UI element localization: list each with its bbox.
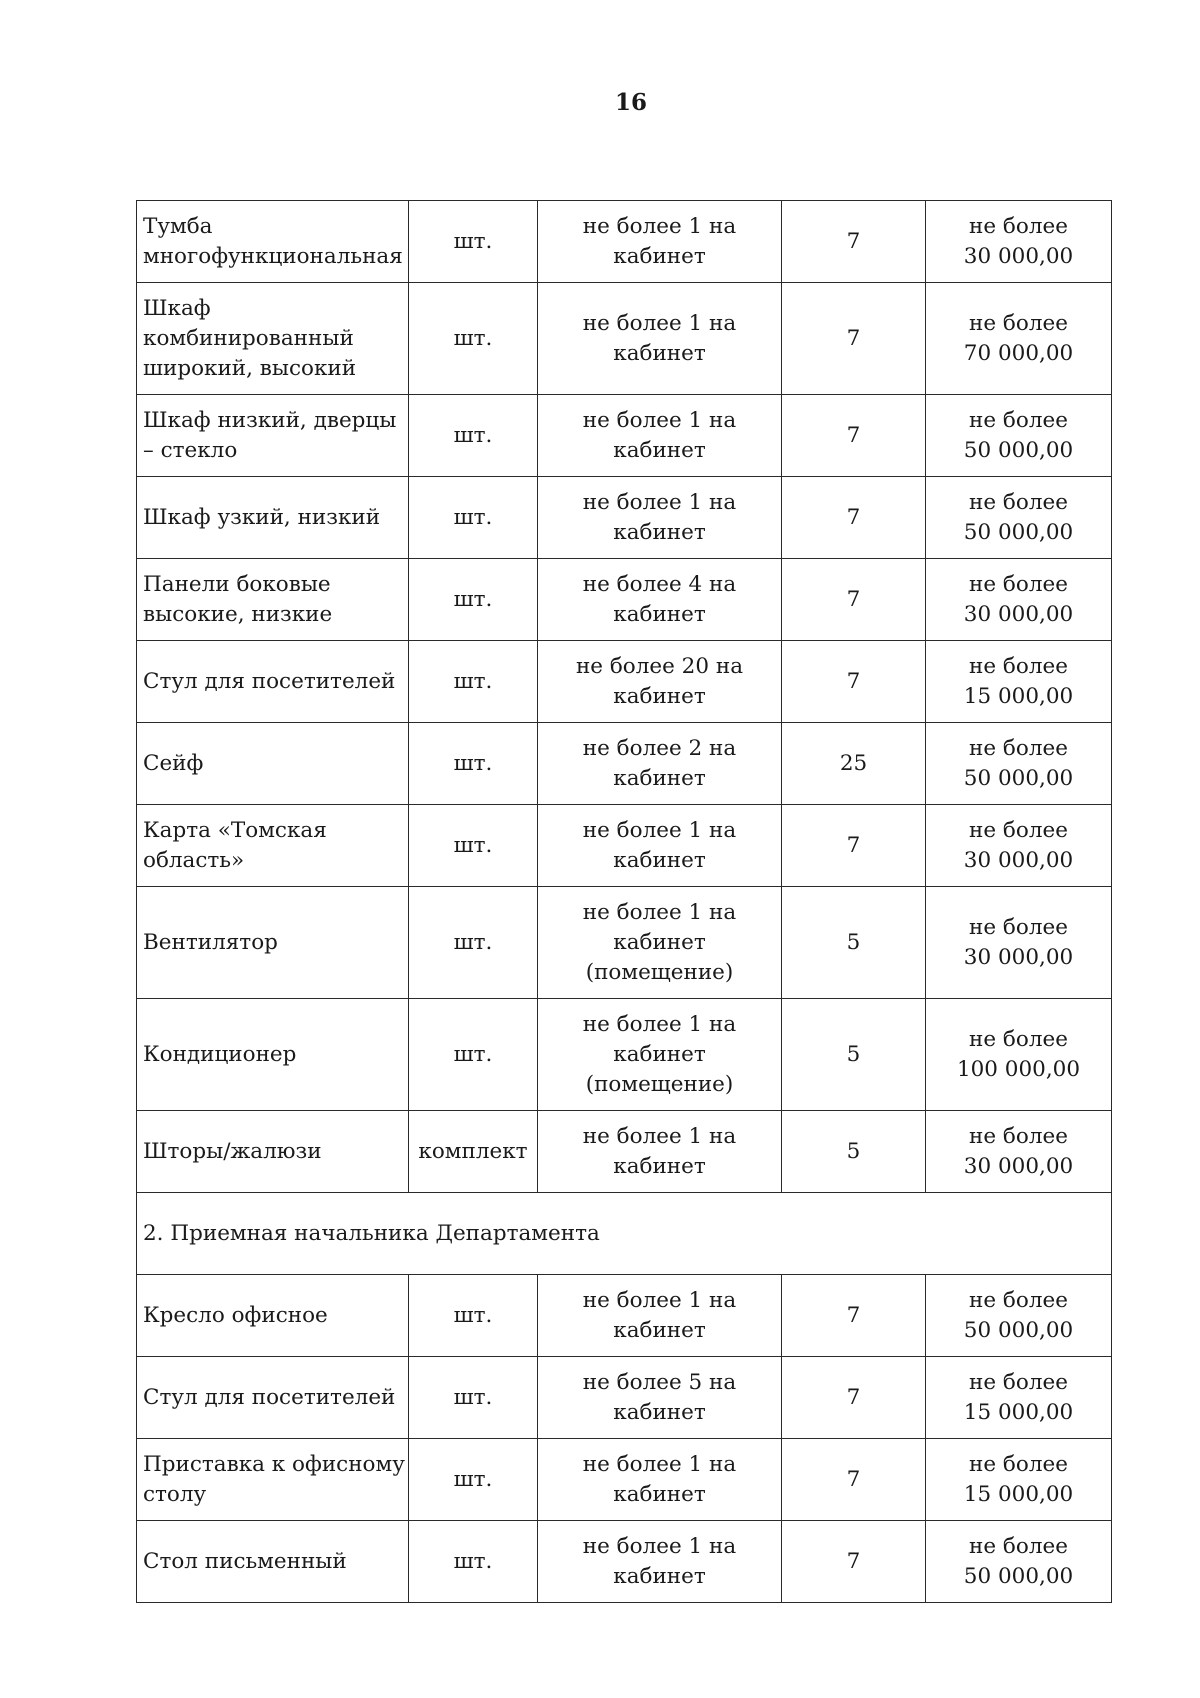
table-row	[137, 641, 1112, 723]
price-cell	[926, 1357, 1112, 1439]
quantity-cell-line: (помещение)	[585, 959, 734, 985]
price-cell-line: не более	[969, 653, 1068, 679]
price-cell	[926, 887, 1112, 999]
service-life-cell: 7	[782, 805, 926, 887]
quantity-cell	[538, 477, 782, 559]
quantity-cell-line: кабинет	[613, 1041, 706, 1067]
price-cell	[926, 805, 1112, 887]
item-name-cell-line: Приставка к офисному	[143, 1451, 405, 1477]
item-name-cell-line: Кресло офисное	[143, 1302, 328, 1328]
section-title: 2. Приемная начальника Департамента	[137, 1193, 1112, 1275]
quantity-cell-line: кабинет	[613, 1563, 706, 1589]
price-cell-line: не более	[969, 1123, 1068, 1149]
unit-cell: шт.	[409, 559, 538, 641]
service-life-cell: 5	[782, 999, 926, 1111]
quantity-cell	[538, 1439, 782, 1521]
table-row	[137, 999, 1112, 1111]
unit-cell: комплект	[409, 1111, 538, 1193]
price-cell-line: 15 000,00	[963, 683, 1074, 709]
item-name-cell	[137, 1357, 409, 1439]
price-cell-line: не более	[969, 1026, 1068, 1052]
quantity-cell-line: не более 1 на	[582, 489, 737, 515]
price-cell-line: 50 000,00	[963, 765, 1074, 791]
price-cell-line: не более	[969, 310, 1068, 336]
item-name-cell	[137, 1275, 409, 1357]
table-row	[137, 1111, 1112, 1193]
price-cell	[926, 201, 1112, 283]
item-name-cell	[137, 723, 409, 805]
quantity-cell	[538, 1111, 782, 1193]
service-life-cell: 7	[782, 477, 926, 559]
item-name-cell	[137, 1439, 409, 1521]
item-name-cell	[137, 887, 409, 999]
price-cell	[926, 1275, 1112, 1357]
item-name-cell-line: Карта «Томская	[143, 817, 327, 843]
price-cell	[926, 1111, 1112, 1193]
quantity-cell-line: не более 1 на	[582, 213, 737, 239]
quantity-cell	[538, 805, 782, 887]
table-row	[137, 1521, 1112, 1603]
quantity-cell-line: кабинет	[613, 1317, 706, 1343]
quantity-cell-line: кабинет	[613, 1153, 706, 1179]
service-life-cell: 7	[782, 1439, 926, 1521]
service-life-cell: 7	[782, 395, 926, 477]
unit-cell: шт.	[409, 723, 538, 805]
table-row	[137, 201, 1112, 283]
unit-cell: шт.	[409, 1439, 538, 1521]
quantity-cell	[538, 999, 782, 1111]
item-name-cell-line: широкий, высокий	[143, 355, 357, 381]
price-cell-line: 30 000,00	[963, 1153, 1074, 1179]
quantity-cell	[538, 641, 782, 723]
table-row	[137, 283, 1112, 395]
quantity-cell	[538, 559, 782, 641]
price-cell-line: не более	[969, 817, 1068, 843]
price-cell-line: 30 000,00	[963, 601, 1074, 627]
quantity-cell	[538, 887, 782, 999]
quantity-cell	[538, 1357, 782, 1439]
quantity-cell-line: кабинет	[613, 340, 706, 366]
item-name-cell-line: – стекло	[143, 437, 238, 463]
unit-cell: шт.	[409, 283, 538, 395]
quantity-cell-line: не более 2 на	[582, 735, 737, 761]
page-number: 16	[614, 89, 647, 116]
quantity-cell	[538, 723, 782, 805]
table-row	[137, 1439, 1112, 1521]
quantity-cell-line: (помещение)	[585, 1071, 734, 1097]
quantity-cell-line: кабинет	[613, 243, 706, 269]
item-name-cell-line: Тумба	[143, 213, 213, 239]
quantity-cell	[538, 1521, 782, 1603]
item-name-cell	[137, 1521, 409, 1603]
unit-cell: шт.	[409, 395, 538, 477]
item-name-cell	[137, 283, 409, 395]
price-cell-line: 15 000,00	[963, 1399, 1074, 1425]
quantity-cell-line: не более 4 на	[582, 571, 737, 597]
quantity-cell-line: кабинет	[613, 765, 706, 791]
price-cell-line: 15 000,00	[963, 1481, 1074, 1507]
service-life-cell: 7	[782, 1357, 926, 1439]
section-row	[137, 1193, 1112, 1275]
table-row	[137, 559, 1112, 641]
quantity-cell-line: кабинет	[613, 1399, 706, 1425]
quantity-cell-line: кабинет	[613, 929, 706, 955]
quantity-cell-line: не более 1 на	[582, 407, 737, 433]
quantity-cell-line: не более 1 на	[582, 1011, 737, 1037]
table-row	[137, 723, 1112, 805]
quantity-cell-line: не более 1 на	[582, 1287, 737, 1313]
quantity-cell-line: не более 1 на	[582, 310, 737, 336]
table-row	[137, 1275, 1112, 1357]
item-name-cell-line: высокие, низкие	[143, 601, 333, 627]
item-name-cell	[137, 1111, 409, 1193]
item-name-cell	[137, 201, 409, 283]
quantity-cell-line: кабинет	[613, 1481, 706, 1507]
price-cell-line: 30 000,00	[963, 243, 1074, 269]
table-row	[137, 805, 1112, 887]
quantity-cell-line: не более 1 на	[582, 1451, 737, 1477]
price-cell	[926, 559, 1112, 641]
quantity-cell-line: кабинет	[613, 519, 706, 545]
quantity-cell-line: кабинет	[613, 847, 706, 873]
quantity-cell	[538, 283, 782, 395]
unit-cell: шт.	[409, 1357, 538, 1439]
service-life-cell: 7	[782, 283, 926, 395]
quantity-cell-line: не более 1 на	[582, 899, 737, 925]
price-cell	[926, 723, 1112, 805]
price-cell-line: 30 000,00	[963, 847, 1074, 873]
table-row	[137, 395, 1112, 477]
quantity-cell-line: не более 1 на	[582, 1123, 737, 1149]
price-cell-line: 100 000,00	[956, 1056, 1081, 1082]
item-name-cell-line: область»	[143, 847, 245, 873]
item-name-cell-line: Панели боковые	[143, 571, 331, 597]
quantity-cell-line: не более 1 на	[582, 817, 737, 843]
price-cell	[926, 395, 1112, 477]
item-name-cell-line: Стул для посетителей	[143, 1384, 396, 1410]
unit-cell: шт.	[409, 805, 538, 887]
item-name-cell-line: Вентилятор	[143, 929, 278, 955]
price-cell-line: 70 000,00	[963, 340, 1074, 366]
unit-cell: шт.	[409, 201, 538, 283]
item-name-cell	[137, 395, 409, 477]
price-cell-line: не более	[969, 489, 1068, 515]
price-cell-line: 30 000,00	[963, 944, 1074, 970]
furniture-norms-table	[136, 200, 1112, 1603]
price-cell-line: не более	[969, 914, 1068, 940]
price-cell-line: 50 000,00	[963, 519, 1074, 545]
service-life-cell: 5	[782, 1111, 926, 1193]
item-name-cell-line: Шкаф низкий, дверцы	[143, 407, 397, 433]
unit-cell: шт.	[409, 1275, 538, 1357]
quantity-cell-line: не более 1 на	[582, 1533, 737, 1559]
service-life-cell: 5	[782, 887, 926, 999]
unit-cell: шт.	[409, 477, 538, 559]
quantity-cell	[538, 395, 782, 477]
service-life-cell: 7	[782, 1275, 926, 1357]
quantity-cell-line: не более 20 на	[575, 653, 744, 679]
price-cell	[926, 1521, 1112, 1603]
price-cell-line: не более	[969, 1451, 1068, 1477]
quantity-cell-line: не более 5 на	[582, 1369, 737, 1395]
quantity-cell-line: кабинет	[613, 683, 706, 709]
item-name-cell-line: Стул для посетителей	[143, 668, 396, 694]
price-cell-line: не более	[969, 1287, 1068, 1313]
service-life-cell: 7	[782, 559, 926, 641]
table-row	[137, 887, 1112, 999]
price-cell-line: 50 000,00	[963, 1563, 1074, 1589]
price-cell-line: не более	[969, 1369, 1068, 1395]
price-cell-line: не более	[969, 213, 1068, 239]
item-name-cell-line: Шкаф узкий, низкий	[143, 504, 381, 530]
unit-cell: шт.	[409, 641, 538, 723]
unit-cell: шт.	[409, 999, 538, 1111]
item-name-cell	[137, 999, 409, 1111]
item-name-cell-line: Шкаф	[143, 295, 211, 321]
item-name-cell-line: Шторы/жалюзи	[143, 1138, 322, 1164]
item-name-cell-line: Кондиционер	[143, 1041, 297, 1067]
price-cell	[926, 283, 1112, 395]
price-cell-line: не более	[969, 571, 1068, 597]
item-name-cell	[137, 641, 409, 723]
service-life-cell: 7	[782, 1521, 926, 1603]
quantity-cell	[538, 201, 782, 283]
price-cell-line: 50 000,00	[963, 1317, 1074, 1343]
item-name-cell-line: Стол письменный	[143, 1548, 347, 1574]
item-name-cell-line: столу	[143, 1481, 207, 1507]
price-cell-line: не более	[969, 1533, 1068, 1559]
unit-cell: шт.	[409, 887, 538, 999]
price-cell-line: не более	[969, 407, 1068, 433]
price-cell	[926, 1439, 1112, 1521]
item-name-cell	[137, 805, 409, 887]
item-name-cell	[137, 477, 409, 559]
item-name-cell	[137, 559, 409, 641]
price-cell-line: не более	[969, 735, 1068, 761]
price-cell	[926, 641, 1112, 723]
unit-cell: шт.	[409, 1521, 538, 1603]
quantity-cell	[538, 1275, 782, 1357]
item-name-cell-line: Сейф	[143, 750, 204, 776]
item-name-cell-line: комбинированный	[143, 325, 354, 351]
table-row	[137, 477, 1112, 559]
table-body	[137, 201, 1112, 1603]
price-cell-line: 50 000,00	[963, 437, 1074, 463]
quantity-cell-line: кабинет	[613, 437, 706, 463]
service-life-cell: 7	[782, 201, 926, 283]
quantity-cell-line: кабинет	[613, 601, 706, 627]
item-name-cell-line: многофункциональная	[143, 243, 403, 269]
price-cell	[926, 999, 1112, 1111]
service-life-cell: 7	[782, 641, 926, 723]
table-row	[137, 1357, 1112, 1439]
service-life-cell: 25	[782, 723, 926, 805]
price-cell	[926, 477, 1112, 559]
